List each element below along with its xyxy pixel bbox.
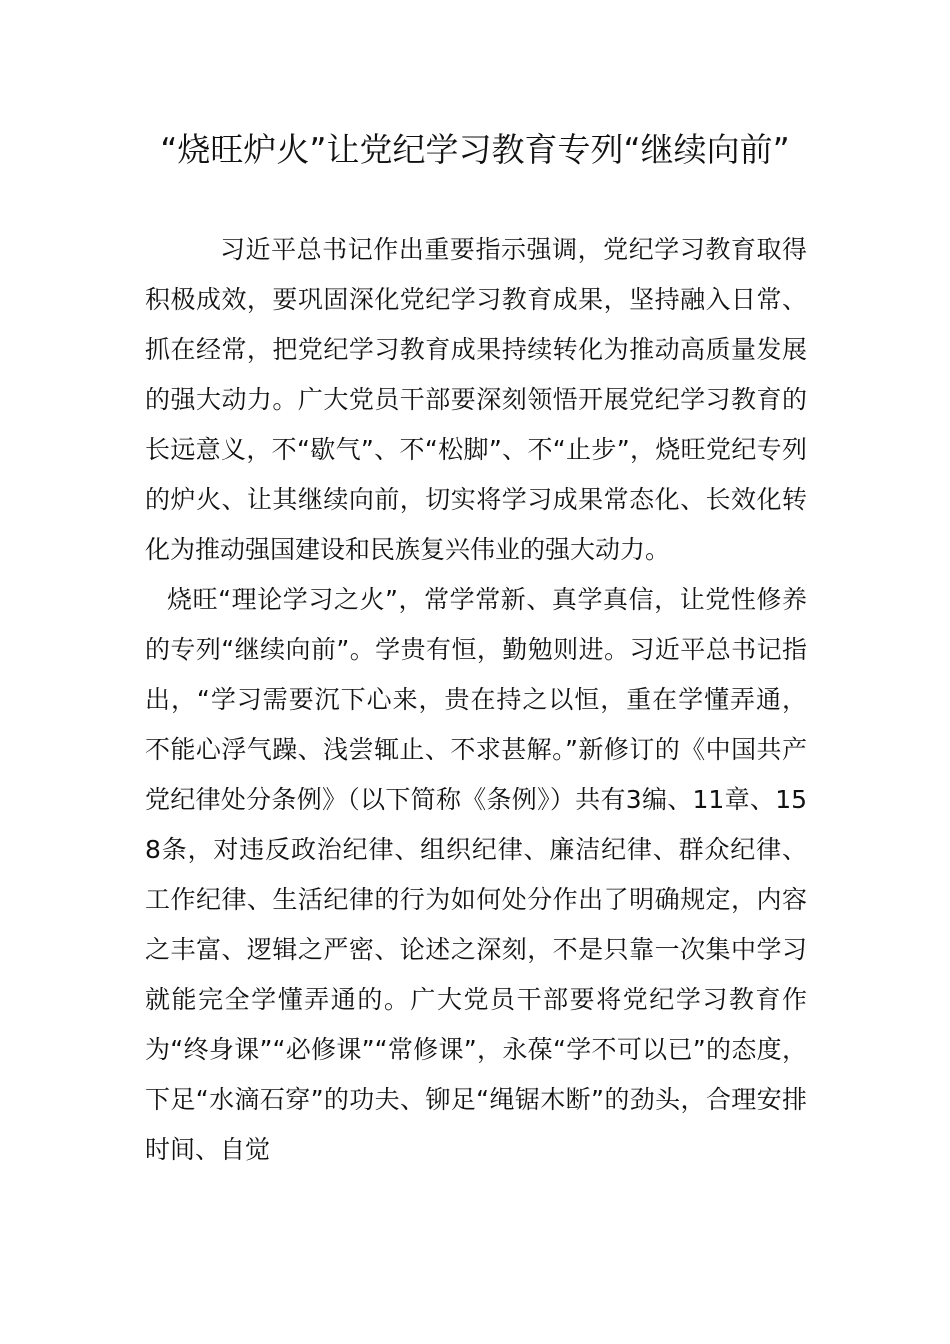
paragraph-2: 烧旺“理论学习之火”，常学常新、真学真信，让党性修养的专列“继续向前”。学贵有恒，勤勉则进。习近平总书记指出，“学习需要沉下心来，贵在持之以恒，重在学懂弄通，不能心浮气躁、浅尝辄止、不求甚解。”新修订的《中国共产党纪律处分条例》（以下简称《条例》）共有3编、11章、158条，对违反政治纪律、组织纪律、廉洁纪律、群众纪律、工作纪律、生活纪律的行为如何处分作出了明确规定，内容之丰富、逻辑之严密、论述之深刻，不是只靠一次集中学习就能完全学懂弄通的。广大党员干部要将党纪学习教育作为“终身课”“必修课”“常修课”，永葆“学不可以已”的态度，下足“水滴石穿”的功夫、铆足“绳锯木断”的劲头，合理安排时间、自觉 [145, 585, 807, 1164]
paragraph-1: 习近平总书记作出重要指示强调，党纪学习教育取得积极成效，要巩固深化党纪学习教育成果，坚持融入日常、抓在经常，把党纪学习教育成果持续转化为推动高质量发展的强大动力。广大党员干部要深刻领悟开展党纪学习教育的长远意义，不“歇气”、不“松脚”、不“止步”，烧旺党纪专列的炉火、让其继续向前，切实将学习成果常态化、长效化转化为推动强国建设和民族复兴伟业的强大动力。 [145, 235, 807, 564]
document-title: “烧旺炉火”让党纪学习教育专列“继续向前” [160, 130, 790, 169]
document-body [145, 225, 807, 1175]
